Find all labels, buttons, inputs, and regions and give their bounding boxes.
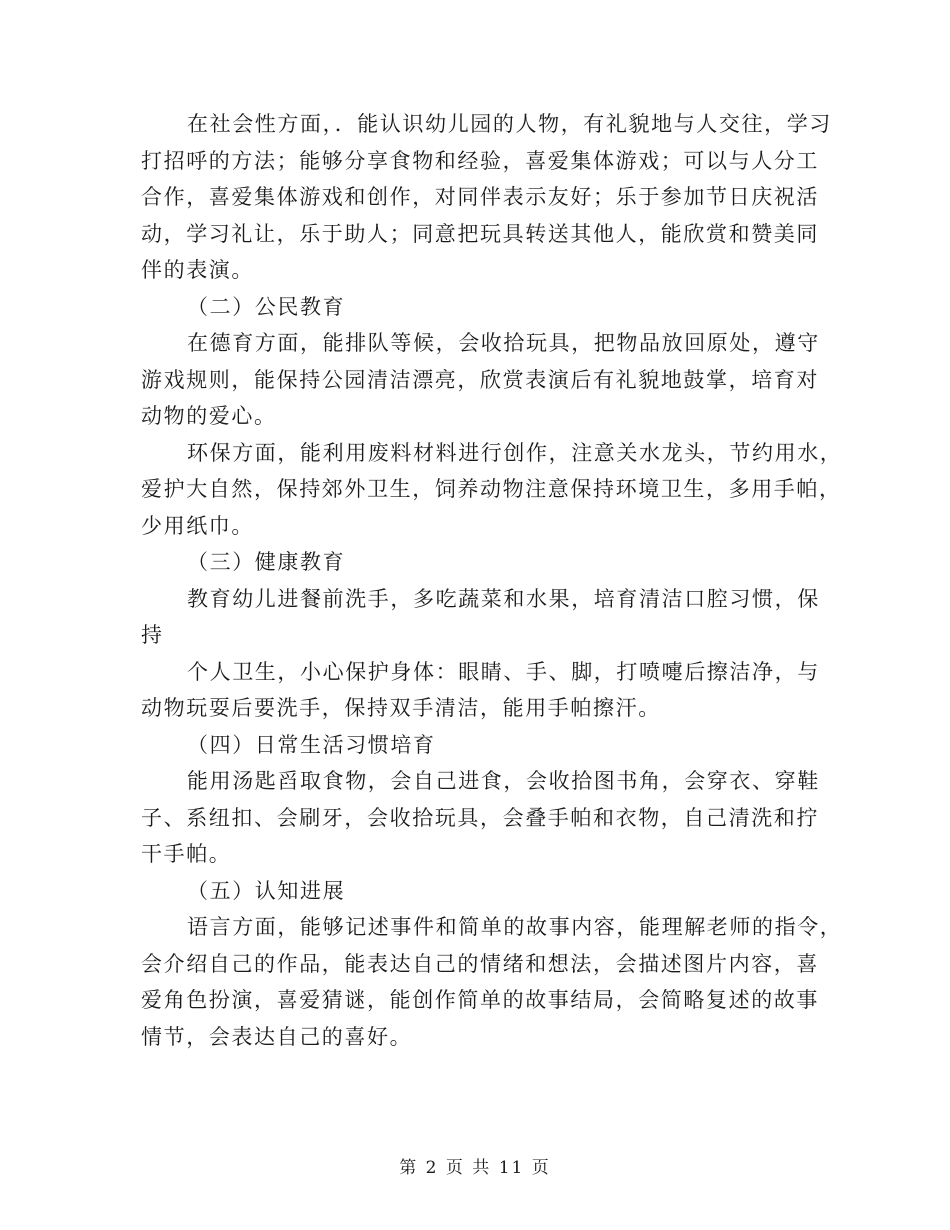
text-line: （四）日常生活习惯培育: [187, 732, 436, 757]
text-line: （三）健康教育: [187, 550, 346, 574]
text-line: 干手帕。: [141, 842, 232, 866]
text-line: 语言方面，能够记述事件和简单的故事内容，能理解老师的指令，: [187, 915, 843, 939]
text-line: 个人卫生，小心保护身体：眼睛、手、脚，打喷嚏后擦洁净，与: [187, 659, 820, 684]
page-number-footer: 第 2 页 共 11 页: [399, 1158, 551, 1178]
text-line: 合作，喜爱集体游戏和创作，对同伴表示友好；乐于参加节日庆祝活: [141, 185, 819, 209]
text-line: （五）认知进展: [187, 878, 346, 903]
text-line: 持: [141, 623, 164, 647]
document-body: [141, 106, 843, 1055]
text-line: 动，学习礼让，乐于助人；同意把玩具转送其他人，能欣赏和赞美同: [141, 221, 819, 246]
text-line: 在社会性方面，．能认识幼儿园的人物，有礼貌地与人交往，学习: [187, 112, 832, 136]
text-line: 会介绍自己的作品，能表达自己的情绪和想法，会描述图片内容，喜: [141, 951, 819, 976]
text-line: 打招呼的方法；能够分享食物和经验，喜爱集体游戏；可以与人分工: [141, 148, 819, 173]
text-line: 游戏规则，能保持公园清洁漂亮，欣赏表演后有礼貌地鼓掌，培育对: [141, 367, 819, 392]
text-line: （二）公民教育: [187, 294, 346, 319]
text-line: 情节，会表达自己的喜好。: [141, 1024, 413, 1049]
text-line: 少用纸巾。: [141, 513, 254, 538]
text-line: 动物的爱心。: [141, 404, 277, 428]
text-line: 在德育方面，能排队等候，会收拾玩具，把物品放回原处，遵守: [187, 331, 820, 355]
text-line: 教育幼儿进餐前洗手，多吃蔬菜和水果，培育清洁口腔习惯，保: [187, 586, 820, 611]
text-line: 爱护大自然，保持郊外卫生，饲养动物注意保持环境卫生，多用手帕，: [141, 477, 842, 501]
text-line: 能用汤匙舀取食物，会自己进食，会收拾图书角，会穿衣、穿鞋: [187, 769, 820, 793]
text-line: 动物玩耍后要洗手，保持双手清洁，能用手帕擦汗。: [141, 696, 661, 720]
text-line: 伴的表演。: [141, 258, 254, 282]
text-line: 子、系纽扣、会刷牙，会收拾玩具，会叠手帕和衣物，自己清洗和拧: [141, 805, 819, 830]
text-line: 环保方面，能利用废料材料进行创作，注意关水龙头，节约用水，: [187, 440, 843, 465]
text-line: 爱角色扮演，喜爱猜谜，能创作简单的故事结局，会简略复述的故事: [141, 988, 819, 1012]
